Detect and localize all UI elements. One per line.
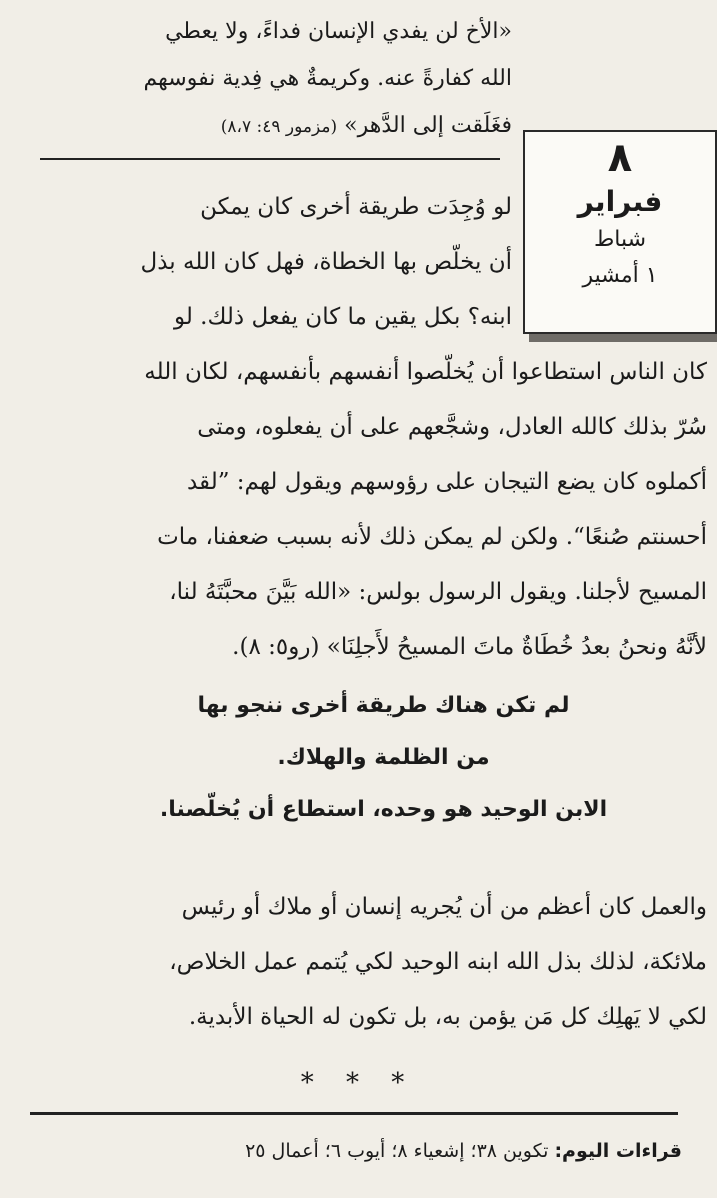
- quote-line: [72, 102, 512, 151]
- date-day: ٨: [607, 135, 633, 181]
- section-separator: * * *: [300, 1068, 417, 1098]
- paragraph-line: أن يخلّص بها الخطاة، فهل كان الله بذل: [140, 249, 512, 275]
- paragraph-line: ابنه؟ بكل يقين ما كان يفعل ذلك. لو: [173, 304, 512, 330]
- readings-label: قراءات اليوم:: [554, 1140, 682, 1162]
- main-paragraph: [40, 180, 707, 675]
- paragraph-line: أكملوه كان يضع التيجان على رؤوسهم ويقول لهم: ”لقد: [186, 469, 707, 495]
- closing-paragraph: [40, 880, 707, 1045]
- emphasis-line: الابن الوحيد هو وحده، استطاع أن يُخلّصنا.: [159, 797, 608, 822]
- paragraph-line: ملائكة، لذلك بذل الله ابنه الوحيد لكي يُتمم عمل الخلاص،: [169, 949, 707, 975]
- footer-divider: [30, 1112, 678, 1115]
- readings-text: تكوين ٣٨؛ إشعياء ٨؛ أيوب ٦؛ أعمال ٢٥: [245, 1140, 549, 1162]
- opening-scripture-quote: [72, 8, 512, 151]
- paragraph-line: سُرّ بذلك كالله العادل، وشجَّعهم على أن يفعلوه، ومتى: [197, 414, 707, 440]
- paragraph-line: أحسنتم صُنعًا“. ولكن لم يمكن ذلك لأنه بسبب ضعفنا، مات: [157, 524, 707, 550]
- paragraph-line: لأنَّهُ ونحنُ بعدُ خُطَاةٌ ماتَ المسيحُ لأَجلِنَا» (رو٥: ٨).: [232, 634, 707, 660]
- quote-line: الله كفارةً عنه. وكريمةٌ هي فِدية نفوسهم: [143, 66, 512, 91]
- paragraph-line: المسيح لأجلنا. ويقول الرسول بولس: «الله بَيَّنَ محبَّتَهُ لنا،: [169, 579, 707, 605]
- emphasis-line: لم تكن هناك طريقة أخرى ننجو بها: [197, 693, 570, 718]
- date-syriac-month: شباط: [593, 227, 647, 252]
- paragraph-line: والعمل كان أعظم من أن يُجريه إنسان أو ملاك أو رئيس: [181, 894, 707, 920]
- date-month: فبراير: [577, 185, 663, 218]
- paragraph-line: كان الناس استطاعوا أن يُخلّصوا أنفسهم بأنفسهم، لكان الله: [144, 359, 707, 385]
- quote-divider: [40, 158, 500, 160]
- paragraph-line: لو وُجِدَت طريقة أخرى كان يمكن: [200, 194, 512, 220]
- daily-readings: [40, 1140, 682, 1162]
- quote-line-text: فغَلَقت إلى الدَّهر»: [344, 113, 512, 138]
- emphasis-block: [60, 680, 707, 836]
- quote-reference: (مزمور ٤٩: ٨،٧): [220, 117, 338, 137]
- emphasis-line: من الظلمة والهلاك.: [277, 745, 490, 770]
- paragraph-line: لكي لا يَهلِك كل مَن يؤمن به، بل تكون له الحياة الأبدية.: [188, 1004, 707, 1030]
- quote-line: «الأخ لن يفدي الإنسان فداءً، ولا يعطي: [165, 19, 512, 44]
- date-coptic: ١ أمشير: [582, 263, 658, 288]
